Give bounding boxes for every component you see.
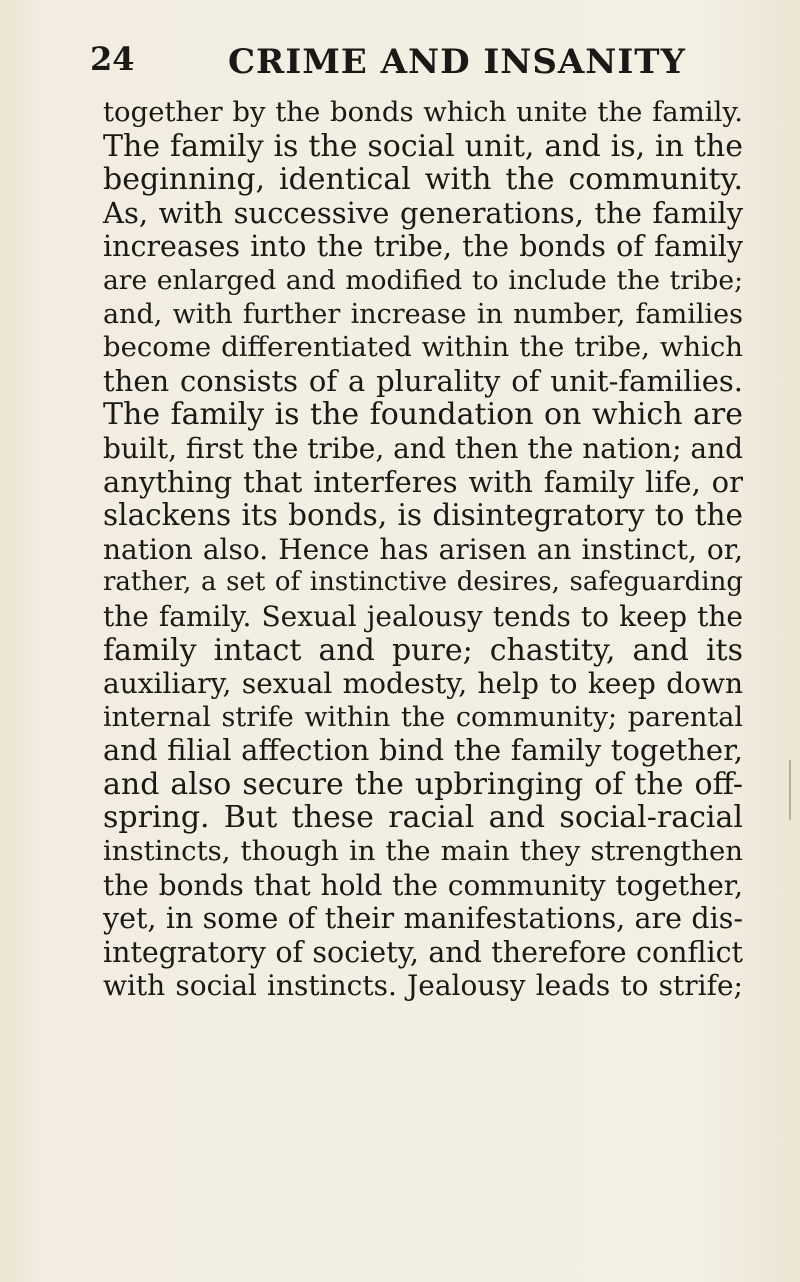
margin-mark xyxy=(789,760,791,820)
text-line: The family is the foundation on which are xyxy=(103,397,743,433)
text-line: the family. Sexual jealousy tends to keep the xyxy=(103,599,743,633)
text-line: rather, a set of instinctive desires, safeguarding xyxy=(103,567,743,598)
body-text xyxy=(103,96,743,1003)
text-line: become differentiated within the tribe, which xyxy=(103,331,743,364)
text-line: spring. But these racial and social-racial xyxy=(103,800,743,836)
text-line: slackens its bonds, is disintegratory to the xyxy=(103,498,743,533)
text-line: family intact and pure; chastity, and its xyxy=(103,632,743,668)
text-line: the bonds that hold the community together, xyxy=(103,868,743,902)
text-line: built, first the tribe, and then the nation; and xyxy=(103,431,744,465)
text-line: The family is the social unit, and is, in the xyxy=(103,128,743,164)
text-line: internal strife within the community; parental xyxy=(103,701,743,733)
running-head: CRIME AND INSANITY xyxy=(228,42,686,82)
text-line: beginning, identical with the community. xyxy=(103,162,743,198)
text-line: and also secure the upbringing of the off- xyxy=(103,766,743,802)
text-line: together by the bonds which unite the family. xyxy=(103,96,743,128)
text-line: and, with further increase in number, families xyxy=(103,298,743,330)
text-line: increases into the tribe, the bonds of family xyxy=(103,230,743,264)
text-line: anything that interferes with family life, or xyxy=(103,464,743,499)
text-line: are enlarged and modified to include the tribe; xyxy=(103,264,743,296)
text-line: integratory of society, and therefore conflict xyxy=(103,935,743,969)
text-line: nation also. Hence has arisen an instinct, or, xyxy=(103,532,743,566)
text-line: and filial affection bind the family together, xyxy=(103,733,743,768)
text-line: As, with successive generations, the family xyxy=(103,195,743,230)
text-line: then consists of a plurality of unit-families. xyxy=(103,363,743,398)
text-line: auxiliary, sexual modesty, help to keep down xyxy=(103,667,743,701)
text-line: instincts, though in the main they strengthen xyxy=(103,835,743,868)
text-line: yet, in some of their manifestations, are dis- xyxy=(103,902,743,936)
text-line: with social instincts. Jealousy leads to strife; xyxy=(103,969,743,1003)
page-number: 24 xyxy=(90,40,135,78)
page-header xyxy=(90,40,730,90)
